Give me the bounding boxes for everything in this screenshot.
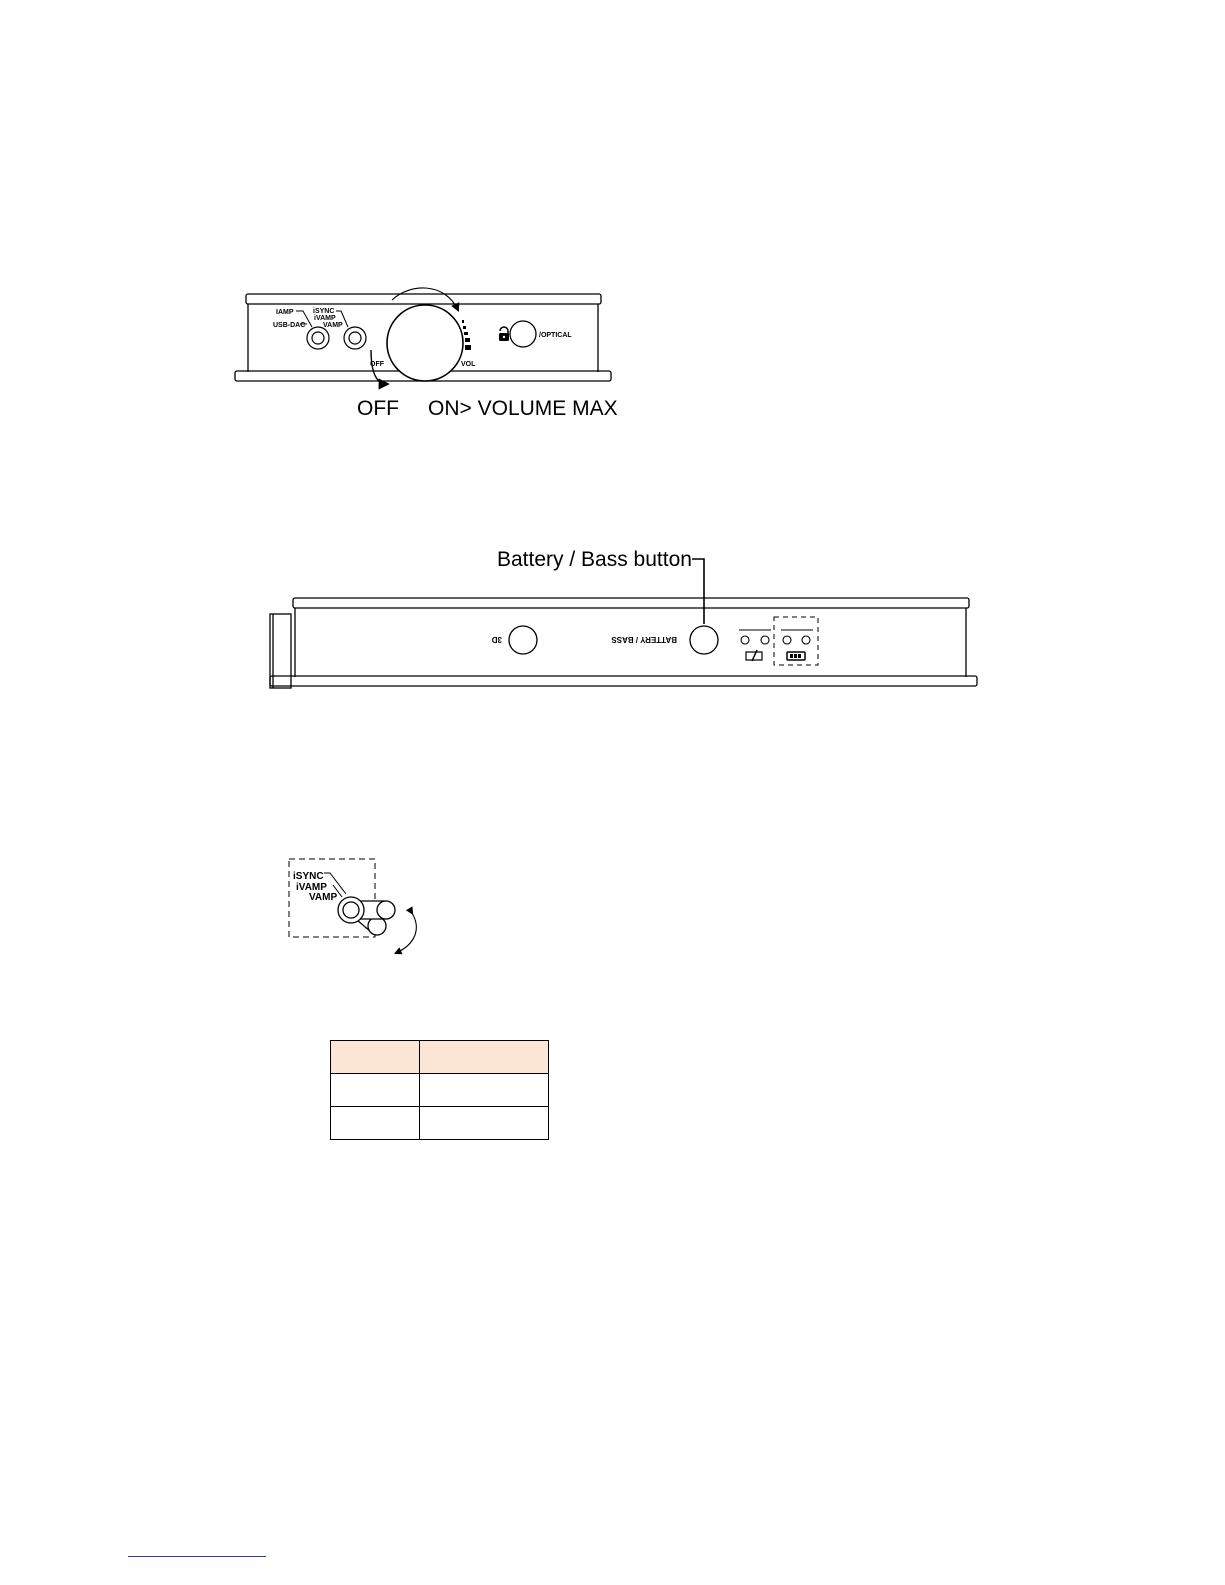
table-cell — [420, 1074, 549, 1107]
table-cell — [331, 1041, 420, 1074]
table-cell — [420, 1041, 549, 1074]
label-battery-bass: BATTERY / BASS — [611, 635, 677, 644]
switch-label-vamp: VAMP — [309, 892, 338, 903]
label-vol: VOL — [461, 361, 476, 368]
caption-on-volume-max: ON> VOLUME MAX — [428, 397, 618, 420]
switch-rotation-arrow — [396, 913, 416, 953]
label-ivamp: iVAMP — [314, 315, 336, 322]
table-cell — [420, 1107, 549, 1140]
label-isync: iSYNC — [313, 308, 335, 315]
table-cell — [331, 1074, 420, 1107]
label-off: OFF — [370, 361, 384, 368]
label-usb-dac: USB-DAC — [273, 322, 306, 329]
battery-bass-callout: Battery / Bass button — [497, 548, 692, 571]
label-3d: 3D — [491, 635, 502, 644]
table-cell — [331, 1107, 420, 1140]
switch-label-isync: iSYNC — [293, 871, 324, 882]
table-row — [331, 1107, 549, 1140]
table-header-row — [331, 1041, 549, 1074]
label-optical: /OPTICAL — [539, 332, 572, 339]
footnote-link[interactable] — [128, 1556, 266, 1557]
mode-lever-switch[interactable] — [338, 897, 395, 935]
label-vamp: VAMP — [323, 322, 343, 329]
settings-table — [330, 1040, 549, 1140]
label-iamp: IAMP — [276, 309, 294, 316]
switch-label-ivamp: iVAMP — [296, 882, 327, 893]
caption-off: OFF — [357, 397, 399, 420]
table-row — [331, 1074, 549, 1107]
